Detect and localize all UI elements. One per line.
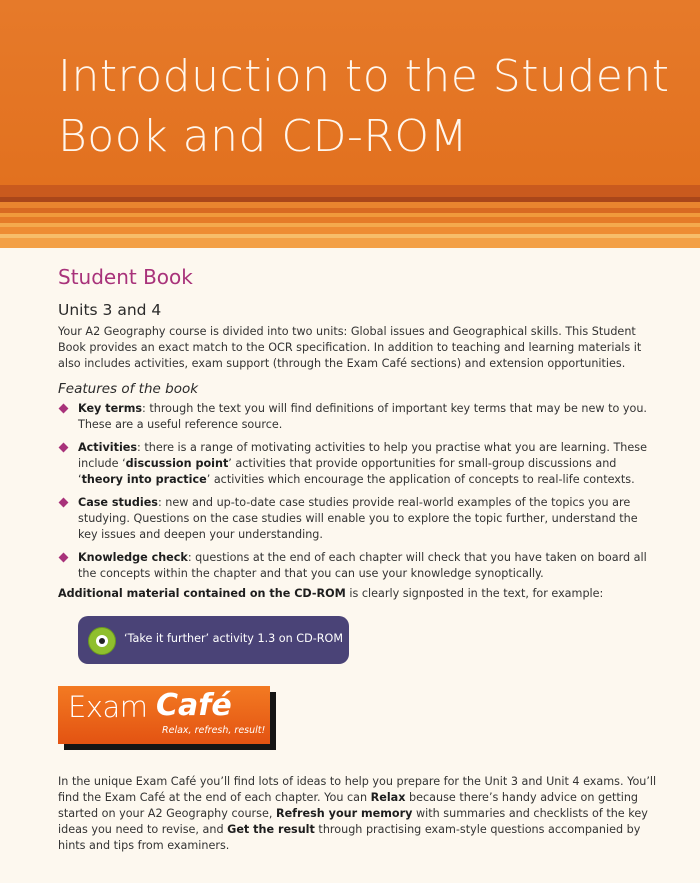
logo-word-exam: Exam: [68, 690, 148, 724]
feature-text: ’ activities that provide opportunities for small-group discussions and ‘: [78, 457, 617, 486]
logo-face: [58, 686, 270, 744]
feature-text: : new and up-to-date case studies provide real-world examples of the topics you are studying. Questions on the case studies will enable you to explore the topic further, understand the key issues and deepen your understanding.: [78, 496, 638, 541]
logo-tagline: Relax, refresh, result!: [162, 725, 266, 736]
features-list: [58, 401, 658, 589]
para-text: with summaries and checklists of the key ideas you need to revise, and: [58, 807, 648, 836]
para-bold-result: Get the result: [227, 823, 315, 836]
units-subheading: Units 3 and 4: [58, 301, 162, 319]
cd-disc-icon: [88, 627, 116, 655]
exam-cafe-logo: [58, 686, 270, 744]
cdrom-note: [58, 586, 658, 602]
feature-term: theory into practice: [81, 473, 207, 486]
list-item: [58, 401, 658, 433]
para-bold-relax: Relax: [370, 791, 406, 804]
stripe: [0, 227, 700, 234]
para-text: because there’s handy advice on getting started on your A2 Geography course,: [58, 791, 639, 820]
exam-cafe-paragraph: [58, 774, 658, 854]
list-item: [58, 440, 658, 488]
stripe: [0, 238, 700, 248]
list-item: [58, 550, 658, 582]
diamond-bullet-icon: [59, 404, 69, 414]
para-text: through practising exam-style questions accompanied by hints and tips from examiners.: [58, 823, 641, 852]
diamond-bullet-icon: [59, 443, 69, 453]
page-title: Introduction to the Student Book and CD-ROM: [58, 51, 670, 162]
stripe: [0, 185, 700, 197]
list-item: [58, 495, 658, 543]
feature-text: : there is a range of motivating activities to help you practise what you are learning. These include ‘: [78, 441, 647, 470]
diamond-bullet-icon: [59, 498, 69, 508]
header-stripes: [0, 185, 700, 248]
feature-term: Knowledge check: [78, 551, 188, 564]
feature-term: Activities: [78, 441, 138, 454]
logo-word-cafe: Café: [156, 688, 232, 723]
feature-term: Key terms: [78, 402, 143, 415]
cdrom-note-rest: is clearly signposted in the text, for example:: [345, 587, 604, 600]
feature-term: discussion point: [125, 457, 229, 470]
feature-term: Case studies: [78, 496, 158, 509]
feature-text: : through the text you will find definitions of important key terms that may be new to you. These are a useful reference source.: [78, 402, 647, 431]
para-text: In the unique Exam Café you’ll find lots of ideas to help you prepare for the Unit 3 and Unit 4 exams. You’ll find the Exam Café at the end of each chapter. You can: [58, 775, 657, 804]
diamond-bullet-icon: [59, 553, 69, 563]
section-heading: Student Book: [58, 265, 193, 289]
cdrom-note-bold: Additional material contained on the CD-ROM: [58, 587, 346, 600]
features-heading: Features of the book: [58, 381, 199, 397]
header-banner: [0, 0, 700, 185]
para-bold-refresh: Refresh your memory: [275, 807, 413, 820]
intro-paragraph: Your A2 Geography course is divided into two units: Global issues and Geographical skills. This Student Book provides an exact match to the OCR specification. In addition to teaching and learning materials it also includes activities, exam support (through the Exam Café sections) and extension opportunities.: [58, 325, 642, 370]
cdrom-example-box: [78, 616, 349, 664]
feature-text: : questions at the end of each chapter will check that you have taken on board all the concepts within the chapter and that you can use your knowledge synoptically.: [78, 551, 647, 580]
feature-text: ’ activities which encourage the application of concepts to real-life contexts.: [206, 473, 635, 486]
cdrom-example-label: ‘Take it further’ activity 1.3 on CD-ROM: [124, 632, 343, 645]
